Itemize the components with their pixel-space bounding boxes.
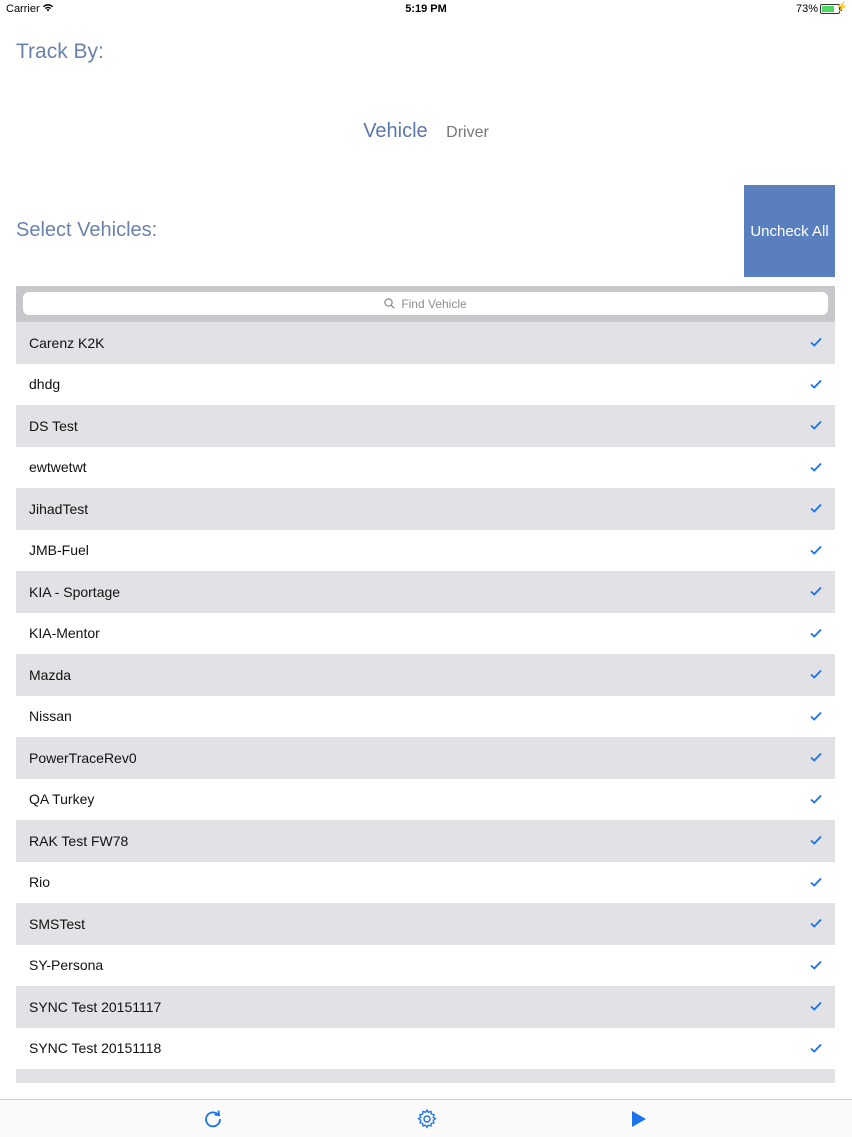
vehicle-name: Mazda — [29, 666, 72, 683]
vehicle-name: PowerTraceRev0 — [29, 749, 137, 766]
vehicle-row[interactable] — [16, 364, 835, 406]
vehicle-row[interactable] — [16, 986, 835, 1028]
track-by-segment — [0, 120, 852, 143]
search-icon — [384, 298, 395, 309]
vehicle-row[interactable] — [16, 447, 835, 489]
vehicle-row[interactable] — [16, 903, 835, 945]
vehicle-row[interactable] — [16, 696, 835, 738]
vehicle-name: RAK Test FW78 — [29, 832, 129, 849]
vehicle-name: ewtwetwt — [29, 459, 87, 476]
vehicle-name: JihadTest — [29, 500, 89, 517]
vehicle-row[interactable] — [16, 488, 835, 530]
checkmark-icon — [809, 336, 823, 348]
checkmark-icon — [809, 1042, 823, 1054]
checkmark-icon — [809, 502, 823, 514]
checkmark-icon — [809, 793, 823, 805]
select-vehicles-label: Select Vehicles: — [16, 219, 158, 241]
vehicle-name: SYNC Test 20151117 — [29, 998, 162, 1015]
vehicle-row[interactable] — [16, 862, 835, 904]
vehicle-row[interactable] — [16, 654, 835, 696]
refresh-icon[interactable] — [202, 1108, 224, 1130]
gear-icon[interactable] — [416, 1108, 438, 1130]
status-bar — [0, 0, 852, 18]
checkmark-icon — [809, 668, 823, 680]
checkmark-icon — [809, 1000, 823, 1012]
search-placeholder: Find Vehicle — [401, 296, 467, 311]
checkmark-icon — [809, 959, 823, 971]
vehicle-row[interactable] — [16, 405, 835, 447]
checkmark-icon — [809, 751, 823, 763]
checkmark-icon — [809, 627, 823, 639]
vehicle-row[interactable] — [16, 571, 835, 613]
vehicle-name: SYNC Test 20151118 — [29, 1040, 162, 1057]
checkmark-icon — [809, 917, 823, 929]
vehicle-name: Nissan — [29, 708, 72, 725]
vehicle-name: dhdg — [29, 376, 61, 393]
vehicle-name: KIA-Mentor — [29, 625, 100, 642]
vehicle-row[interactable] — [16, 820, 835, 862]
track-option-vehicle[interactable]: Vehicle — [363, 120, 428, 142]
checkmark-icon — [809, 461, 823, 473]
status-time: 5:19 PM — [405, 3, 447, 15]
vehicle-row[interactable] — [16, 737, 835, 779]
bottom-toolbar — [0, 1099, 852, 1137]
search-input[interactable] — [23, 292, 828, 315]
vehicle-row[interactable] — [16, 530, 835, 572]
charging-icon: ⚡ — [835, 2, 848, 13]
vehicle-name: SMSTest — [29, 915, 86, 932]
vehicle-row[interactable] — [16, 779, 835, 821]
uncheck-all-button[interactable]: Uncheck All — [744, 185, 835, 277]
vehicle-row[interactable] — [16, 613, 835, 655]
track-by-label: Track By: — [16, 40, 104, 63]
battery-percent: 73% — [795, 3, 818, 15]
carrier-label: Carrier — [6, 3, 40, 15]
vehicle-list[interactable] — [16, 322, 835, 1083]
checkmark-icon — [809, 419, 823, 431]
vehicle-name: QA Turkey — [29, 791, 95, 808]
checkmark-icon — [809, 834, 823, 846]
checkmark-icon — [809, 585, 823, 597]
checkmark-icon — [809, 544, 823, 556]
vehicle-name: DS Test — [29, 417, 78, 434]
search-bar — [16, 286, 835, 322]
vehicle-row[interactable] — [16, 1028, 835, 1070]
vehicle-row[interactable] — [16, 322, 835, 364]
vehicle-name: Carenz K2K — [29, 334, 105, 351]
vehicle-name: KIA - Sportage — [29, 583, 121, 600]
checkmark-icon — [809, 710, 823, 722]
track-option-driver[interactable]: Driver — [446, 124, 489, 141]
vehicle-row[interactable] — [16, 1069, 835, 1083]
vehicle-row[interactable] — [16, 945, 835, 987]
checkmark-icon — [809, 378, 823, 390]
play-icon[interactable] — [628, 1108, 650, 1130]
vehicle-name: JMB-Fuel — [29, 542, 89, 559]
vehicle-name: Rio — [29, 874, 51, 891]
vehicle-name: SY-Persona — [29, 957, 104, 974]
checkmark-icon — [809, 876, 823, 888]
